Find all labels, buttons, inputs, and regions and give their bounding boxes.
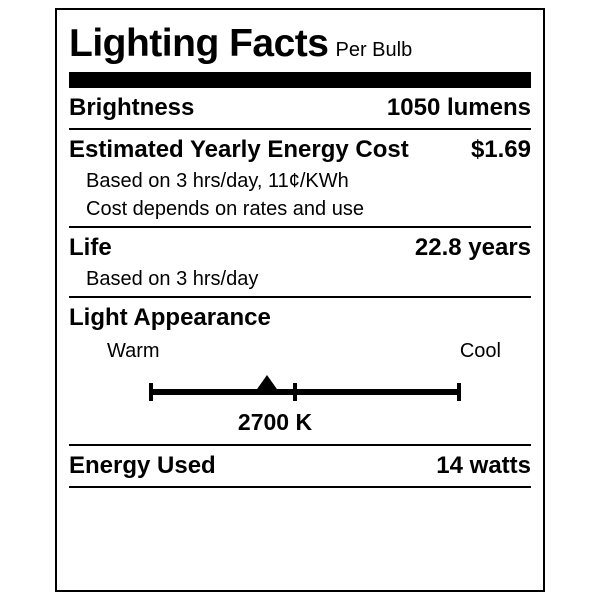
life-value: 22.8 years <box>414 234 531 261</box>
energy-used-label: Energy Used <box>69 452 216 479</box>
light-appearance-scale-labels <box>69 338 531 365</box>
energy-cost-note-1: Based on 3 hrs/day, 11¢/KWh <box>86 170 349 192</box>
light-appearance-label: Light Appearance <box>69 304 271 331</box>
divider <box>69 486 531 488</box>
scale-cool-label: Cool <box>459 340 501 362</box>
life-label: Life <box>69 234 112 261</box>
label-title-row <box>69 10 531 63</box>
page-title-suffix: Per Bulb <box>335 39 413 61</box>
scale-line <box>149 389 461 395</box>
title-divider-bar <box>69 72 531 88</box>
scale-tick-mid <box>293 383 297 401</box>
energy-cost-label: Estimated Yearly Energy Cost <box>69 136 409 163</box>
life-note: Based on 3 hrs/day <box>86 268 259 290</box>
scale-warm-label: Warm <box>107 340 160 362</box>
light-appearance-value: 2700 K <box>237 409 313 435</box>
energy-cost-note-2: Cost depends on rates and use <box>86 198 364 220</box>
page-title: Lighting Facts <box>69 22 329 65</box>
energy-cost-value: $1.69 <box>470 136 531 163</box>
row-life <box>69 228 531 268</box>
brightness-label: Brightness <box>69 94 195 121</box>
light-appearance-scale <box>69 367 531 407</box>
scale-marker-triangle-icon <box>255 375 279 392</box>
scale-tick-left <box>149 383 153 401</box>
row-light-appearance <box>69 298 531 338</box>
row-energy-cost <box>69 130 531 170</box>
lighting-facts-label <box>55 8 545 592</box>
scale-tick-right <box>457 383 461 401</box>
row-brightness <box>69 88 531 128</box>
brightness-value: 1050 lumens <box>386 94 531 121</box>
row-energy-used <box>69 446 531 486</box>
energy-used-value: 14 watts <box>436 452 531 479</box>
